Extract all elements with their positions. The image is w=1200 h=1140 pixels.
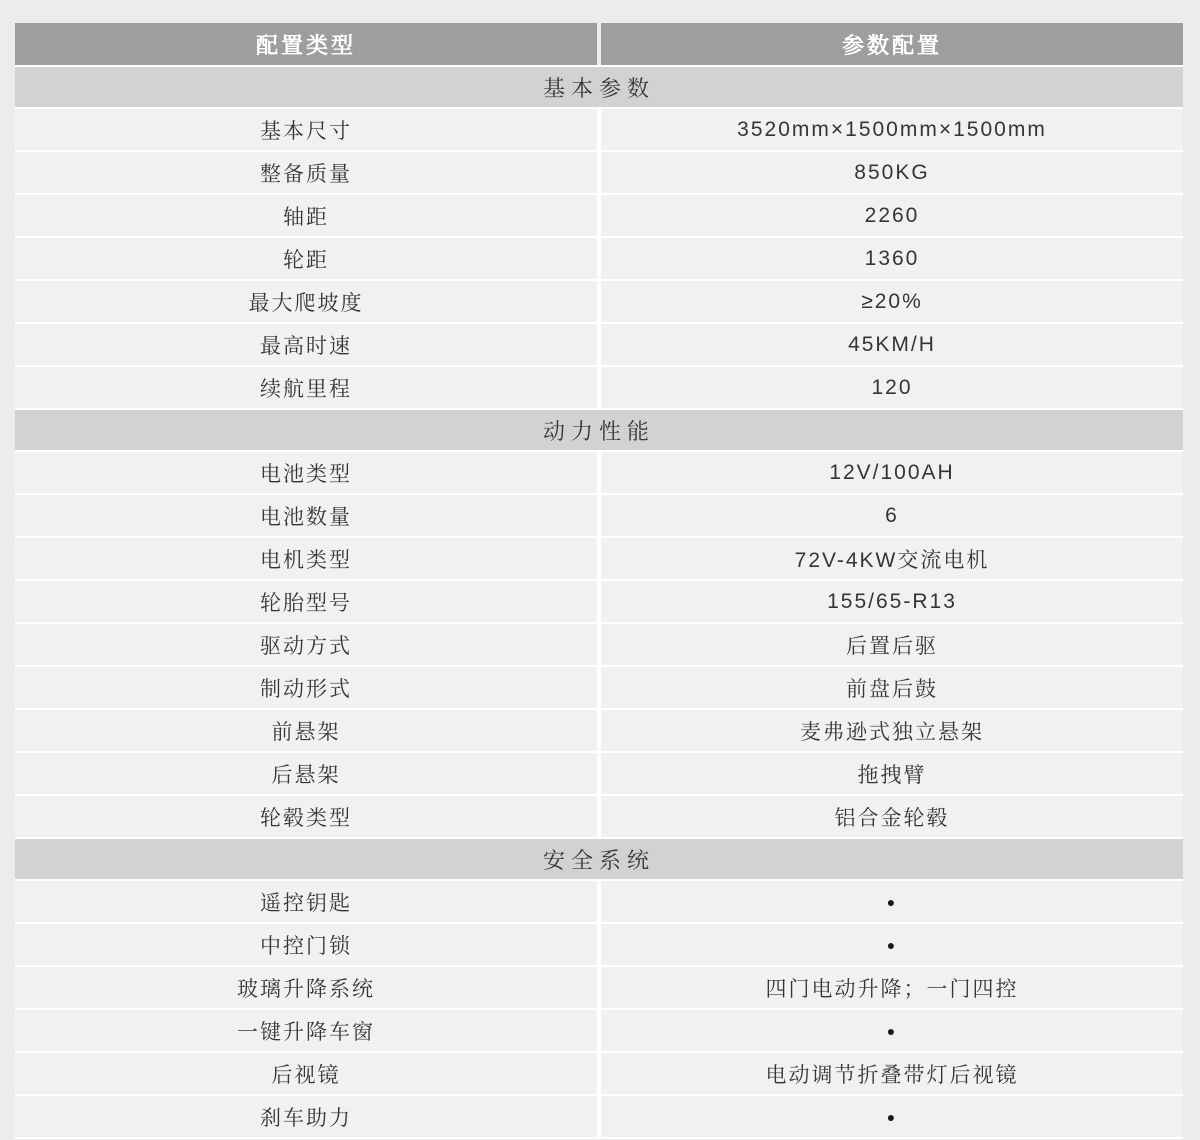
spec-label: 基本尺寸 xyxy=(15,109,597,150)
spec-label: 后悬架 xyxy=(15,753,597,794)
spec-label: 轮胎型号 xyxy=(15,581,597,622)
section-header-power-performance: 动力性能 xyxy=(15,410,1183,450)
table-row xyxy=(15,1053,1183,1094)
spec-label: 电池数量 xyxy=(15,495,597,536)
spec-value: ≥20% xyxy=(601,281,1183,322)
spec-label: 前悬架 xyxy=(15,710,597,751)
spec-label: 中控门锁 xyxy=(15,924,597,965)
spec-label: 刹车助力 xyxy=(15,1096,597,1137)
column-header-parameter-config: 参数配置 xyxy=(601,23,1183,65)
spec-value: 电动调节折叠带灯后视镜 xyxy=(601,1053,1183,1094)
spec-value: ● xyxy=(601,881,1183,922)
table-row xyxy=(15,538,1183,579)
table-row xyxy=(15,881,1183,922)
spec-label: 电机类型 xyxy=(15,538,597,579)
spec-label: 续航里程 xyxy=(15,367,597,408)
spec-label: 最大爬坡度 xyxy=(15,281,597,322)
spec-value: 2260 xyxy=(601,195,1183,236)
table-row xyxy=(15,581,1183,622)
spec-label: 轮距 xyxy=(15,238,597,279)
spec-table xyxy=(15,23,1183,1139)
table-row xyxy=(15,367,1183,408)
spec-label: 电池类型 xyxy=(15,452,597,493)
spec-value: 后置后驱 xyxy=(601,624,1183,665)
spec-value: 1360 xyxy=(601,238,1183,279)
spec-value: 45KM/H xyxy=(601,324,1183,365)
table-row xyxy=(15,452,1183,493)
spec-value: 72V-4KW交流电机 xyxy=(601,538,1183,579)
table-row xyxy=(15,238,1183,279)
section-header-basic-parameters: 基本参数 xyxy=(15,67,1183,107)
spec-value: ● xyxy=(601,1010,1183,1051)
spec-label: 驱动方式 xyxy=(15,624,597,665)
spec-value: 麦弗逊式独立悬架 xyxy=(601,710,1183,751)
table-row xyxy=(15,195,1183,236)
table-row xyxy=(15,324,1183,365)
table-row xyxy=(15,753,1183,794)
table-row xyxy=(15,495,1183,536)
table-row xyxy=(15,667,1183,708)
section-header-safety-system: 安全系统 xyxy=(15,839,1183,879)
table-row xyxy=(15,967,1183,1008)
spec-value: 3520mm×1500mm×1500mm xyxy=(601,109,1183,150)
table-row xyxy=(15,624,1183,665)
table-row xyxy=(15,796,1183,837)
spec-label: 整备质量 xyxy=(15,152,597,193)
table-header-row xyxy=(15,23,1183,65)
spec-label: 制动形式 xyxy=(15,667,597,708)
spec-value: ● xyxy=(601,924,1183,965)
column-header-config-type: 配置类型 xyxy=(15,23,597,65)
table-row xyxy=(15,109,1183,150)
spec-value: ● xyxy=(601,1096,1183,1137)
spec-label: 遥控钥匙 xyxy=(15,881,597,922)
table-row xyxy=(15,924,1183,965)
spec-value: 155/65-R13 xyxy=(601,581,1183,622)
spec-value: 850KG xyxy=(601,152,1183,193)
spec-value: 拖拽臂 xyxy=(601,753,1183,794)
spec-value: 6 xyxy=(601,495,1183,536)
spec-label: 玻璃升降系统 xyxy=(15,967,597,1008)
spec-label: 最高时速 xyxy=(15,324,597,365)
table-row xyxy=(15,281,1183,322)
spec-label: 轴距 xyxy=(15,195,597,236)
spec-value: 前盘后鼓 xyxy=(601,667,1183,708)
table-row xyxy=(15,1096,1183,1137)
spec-label: 轮毂类型 xyxy=(15,796,597,837)
spec-label: 后视镜 xyxy=(15,1053,597,1094)
spec-value: 四门电动升降；一门四控 xyxy=(601,967,1183,1008)
spec-label: 一键升降车窗 xyxy=(15,1010,597,1051)
spec-value: 120 xyxy=(601,367,1183,408)
spec-value: 铝合金轮毂 xyxy=(601,796,1183,837)
table-row xyxy=(15,1010,1183,1051)
table-row xyxy=(15,152,1183,193)
table-row xyxy=(15,710,1183,751)
spec-value: 12V/100AH xyxy=(601,452,1183,493)
